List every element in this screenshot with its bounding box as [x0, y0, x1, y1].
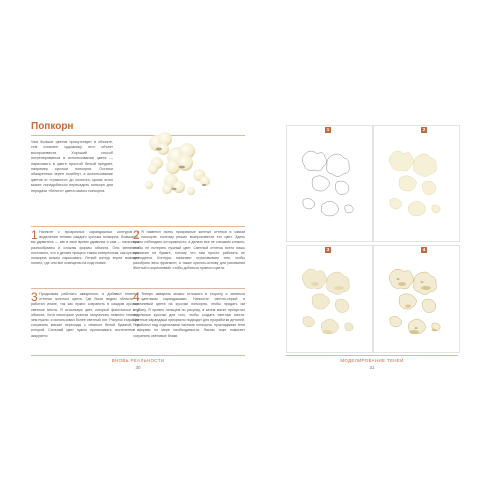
- column-rule: [31, 226, 139, 227]
- step-number: 3: [31, 290, 38, 304]
- step-number: 4: [133, 290, 140, 304]
- panel-number: 1: [326, 127, 330, 132]
- step-text: Я наметил очень прозрачные желтые оттенки в самом попкорне, поэтому решил воспроизвести его цвет. Здесь нужно соблюдать осторожность, а делать все не слишком сложно, чтобы не потерять нужный цвет. Светлый оттенок всего лишь прописан на бумаге, потому что там просто работать не приходится. Контуры начинают отрисовывать тем, чтобы разобрать весь фрагмент, а также кусочек-основу для рисования Желтый и коричневый, чтобы добиться нужного цвета.: [133, 230, 245, 271]
- watercolor-popcorn-mid: [287, 246, 372, 352]
- popcorn-photo: [127, 129, 222, 204]
- column-rule: [31, 288, 139, 289]
- pencil-sketch-popcorn: [287, 126, 372, 241]
- step-text: Продолжая работать акварелью, я добавил плотные оттенки золотого цвета. Где были видны области, я работал иначе, так как нужно сохранить в каждом кусочке светлые места. Я использую цвет, который фактически и у объекта. Хотя некоторые участки получились немного темнее, чем нужно, я использовал более светлый тон. Рисунок старался сохранить мягкие переходы с немного белой бумагой, на которой. Сильный цвет нужно прописывать постепенно и аккуратно.: [31, 292, 139, 338]
- watercolor-popcorn-light: [374, 126, 459, 241]
- column-rule: [133, 288, 245, 289]
- step-3: [31, 292, 139, 339]
- finished-popcorn: [374, 246, 459, 352]
- panel-number: 3: [326, 247, 330, 252]
- step-panel-1: [286, 125, 373, 242]
- page-number: 31: [369, 365, 375, 370]
- step-4: [133, 292, 245, 339]
- step-panel-4: [373, 245, 460, 353]
- footer-rule: [31, 355, 245, 356]
- step-panel-3: [286, 245, 373, 353]
- step-panel-2: [373, 125, 460, 242]
- page-number: 30: [135, 365, 141, 370]
- panel-number: 2: [422, 127, 426, 132]
- footer-title: МОДЕЛИРОВАНИЕ ТЕНЕЙ: [340, 358, 404, 363]
- step-2: [133, 230, 245, 272]
- footer-title: ВНОВЬ РЕАЛЬНОСТИ: [111, 358, 165, 363]
- step-number: 1: [31, 228, 38, 242]
- step-text: Начните с прозрачных карандашных контуров и выделения тенями каждого кусочка попкорна. Возможно, вы удивитесь — как в свое время удивился я сам — насколько разнообразны и сложны формы объекта. Они меняются постоянно, что и делает процесс таким интересным, как кусочек попкорна можно нарисовать. Легкий контур зерна поможет понять, где они все освещены на подготовке.: [31, 230, 139, 266]
- step-text: Теперь акварель можно отложить в сторону и заняться цветными карандашами. Наносите светло-серый и коричневый цвета на кусочки попкорна, чтобы придать им глубину. Я провел пальцем по рисунку, а затем мягко пропустил отдельные кусочки для того, чтобы создать светлые места. Цветные карандаши прекрасно подходят для проработки деталей. Я работал над отдельными частями попкорна, прокладывая тени и формы по мере необходимости. Ластик тоже помогает сохранить световые блики.: [133, 292, 245, 338]
- intro-text: Чем больше цветов присутствует в объекте, тем сложнее художнику этот объект воспроизвести. Хороший способ потренироваться в использовании цвета — нарисовать в цвете простой белый предмет, например кусочки попкорна. Остатки обжаренных зерен погибнут, а использование цветов от «грязного» до золотого, кроме этого может понадобиться пересадить попкорн для передачи «белого» цвета самого попкорна.: [31, 140, 113, 193]
- step-number: 2: [133, 228, 140, 242]
- page-title: Попкорн: [31, 121, 74, 132]
- step-1: [31, 230, 139, 266]
- column-rule: [133, 226, 245, 227]
- panel-number: 4: [422, 247, 426, 252]
- footer-rule: [286, 355, 458, 356]
